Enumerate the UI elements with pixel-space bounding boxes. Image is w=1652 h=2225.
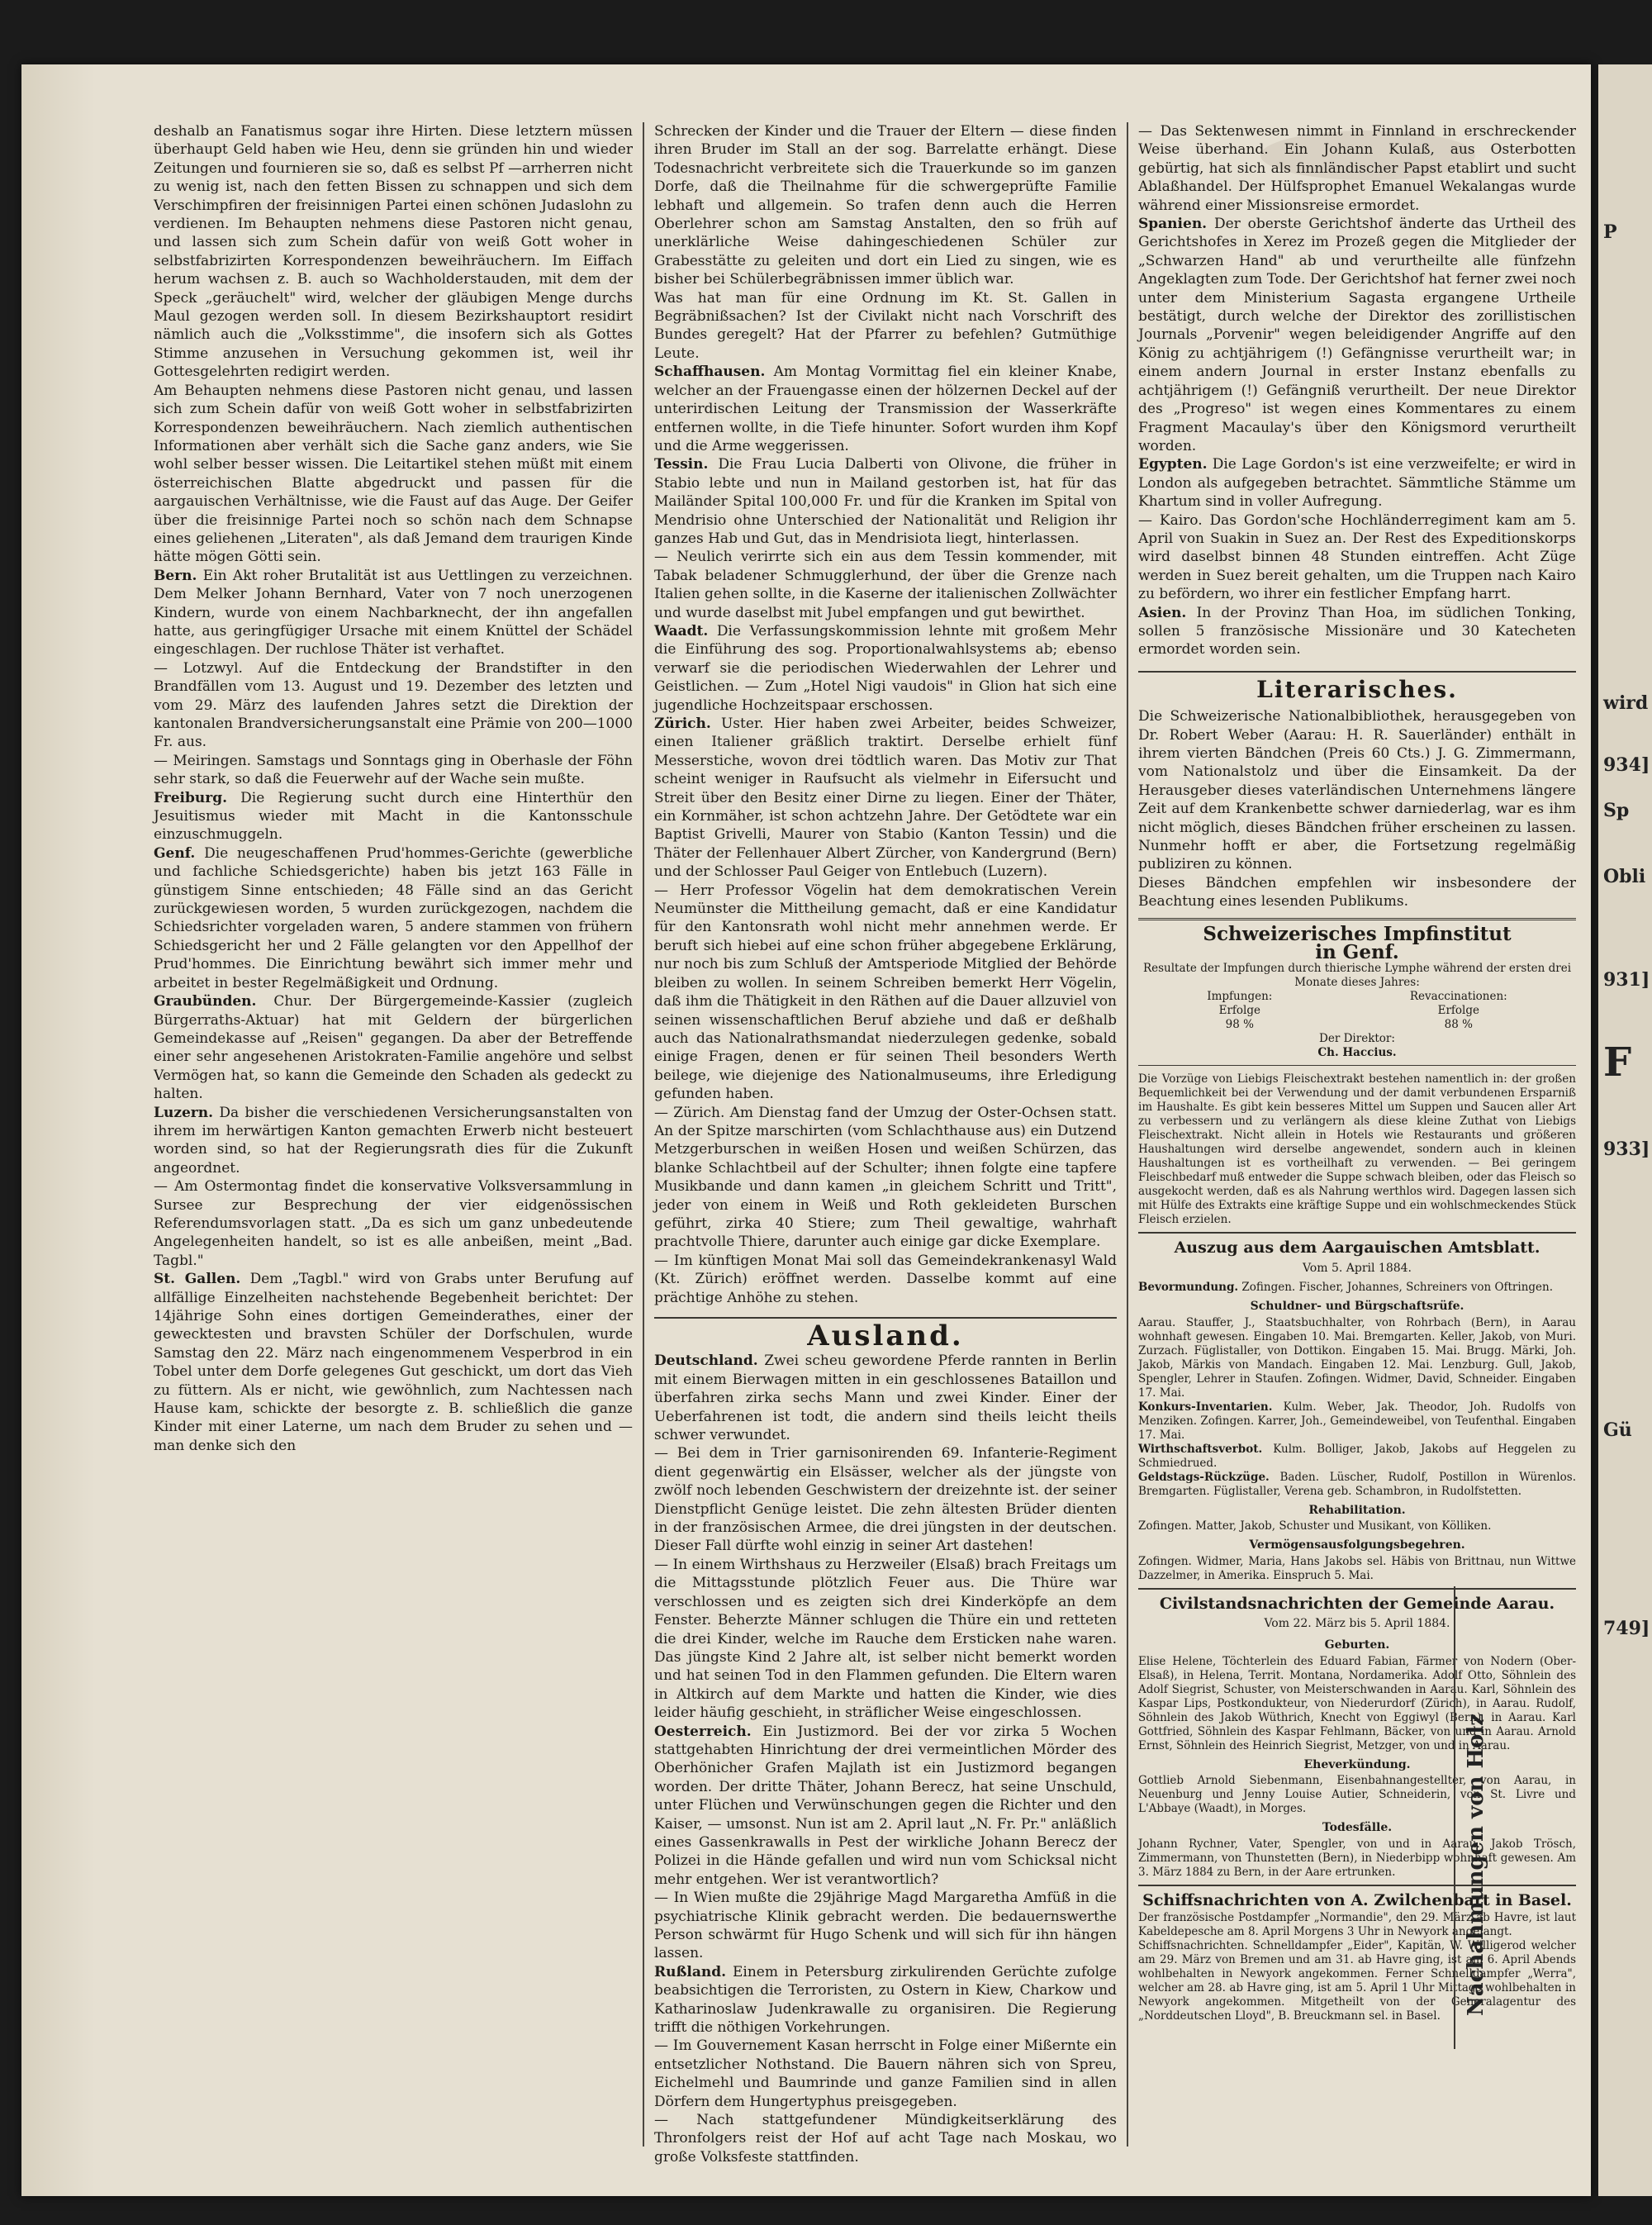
col2-paragraph: Rußland. Einem in Petersburg zirkulirenden Gerüchte zufolge beabsichtigen die Terroristen, zu Ostern in Kiew, Charkow und Katharinoslaw Judenkrawalle zu organisiren. Die Regierung trifft die nöthigen Vorkehrungen. [654,1963,1117,2037]
amtsblatt-entry: Bevormundung. Zofingen. Fischer, Johannes, Schreiners von Oftringen. [1138,1281,1554,1295]
column-2 [654,122,1118,2166]
adjacent-page-fragment: wird [1603,692,1649,714]
col2-paragraph: Deutschland. Zwei scheu gewordene Pferde rannten in Berlin mit einem Bierwagen mitten in ein geschlossenes Bataillon und überfahren zirka sechs Mann und zwei Kinder. Einer der Ueberfahrenen ist todt, die andern sind theils leicht theils schwer verwundet. [654,1353,1118,1444]
col1-paragraph: Freiburg. Die Regierung sucht durch eine Hinterthür den Jesuitismus wieder mit Macht in die Kantonsschule einzuschmuggeln. [154,789,633,844]
col1-paragraph: St. Gallen. Dem „Tagbl." wird von Grabs unter Berufung auf allfällige Einzelheiten nachstehende Begebenheit berichtet: Der 14jährige Sohn eines dortigen Gemeinderathes, einer der gewecktesten und bravsten Schüler der Dorfschulen, wurde Samstag den 22. März nach eingenommenem Vesperbrod in ein Tobel unter dem Dorfe gelegenes Gut geschickt, um dort das Vieh zu füttern. Als er nicht, wie gewöhnlich, zum Nachtessen nach Hause kam, schickte der besorgte z. B. schließlich die ganze Kinder mit einer Laterne, um nach dem Bruder zu sehen und — man denke sich den [154,1271,633,1454]
impfinstitut-title: Schweizerisches Impfinstitut [1203,922,1512,945]
col1-paragraph: deshalb an Fanatismus sogar ihre Hirten. Diese letztern müssen überhaupt Geld haben wie Heu, denn sie gründen hin und wieder Zeitungen und fournieren sie so, daß es selbst Pf —arrherren nicht zu wenig ist, nach den fetten Bissen zu schnappen und sich dem Verschimpfiren der freisinnigen Partei einen schönen Judaslohn zu verdienen. Im Behaupten nehmens diese Pastoren nicht genau, und lassen sich zum Schein dafür von weiß Gott woher in selbstfabrizirten Korrespondenzen beweihräuchern. Im Eiffach herum wachsen z. B. auch so Wachholderstauden, mit dem der Speck „geräuchelt" wird, welcher der gläubigen Menge durchs Maul gezogen werden soll. In diesem Bezirkshauptort residirt nämlich auch die „Volksstimme", die insofern sich als Gottes Stimme anzusehen in Versuchung gekommen ist, weil ihr Gottesgelehrten redigirt werden. [154,123,633,381]
section-deutschland: Deutschland. [654,1353,758,1370]
col1-paragraph: Luzern. Da bisher die verschiedenen Versicherungsanstalten von ihrem im herwärtigen Kanton gemachten Erwerb nicht besteuert worden sind, so hat der Regierungsrath dies für die Zukunft angeordnet. [154,1104,634,1177]
amtsblatt-subtitle: Rehabilitation. [1308,1503,1406,1517]
impfinstitut-notice [1138,918,1576,1067]
amtsblatt-title: Auszug aus dem Aargauischen Amtsblatt. [1138,1232,1576,1257]
column-3 [1138,122,1576,2147]
amtsblatt-entry: Zofingen. Widmer, Maria, Hans Jakobs sel. Häbis von Brittnau, nun Wittwe Dazzelmer, in Amerika. Einspruch 5. Mai. [1138,1554,1576,1582]
impfinstitut-intro: Resultate der Impfungen durch thierische Lymphe während der ersten drei Monate dieses Jahres: [1142,962,1572,990]
adjacent-page-fragment: 749] [1603,1618,1650,1639]
col2-paragraph: — Nach stattgefundener Mündigkeitserklärung des Thronfolgers reist der Hof auf acht Tage nach Moskau, wo große Volksfeste stattfinden. [654,2112,1117,2166]
adjacent-page-fragment: Sp [1603,800,1630,821]
impfungen-value: 98 % [1225,1018,1254,1032]
impfinstitut-subtitle: in Genf. [1315,941,1399,964]
col2-paragraph: — In Wien mußte die 29jährige Magd Margaretha Amfüß in die psychiatrische Klinik gebracht werden. Die bedauernswerthe Person schwärmt für Hugo Schenk und will sich für ihn hängen lassen. [654,1890,1117,1962]
col2-paragraph: — Zürich. Am Dienstag fand der Umzug der Oster-Ochsen statt. An der Spitze marschirten (vom Schlachthause aus) ein Dutzend Metzgerburschen in weißen Hosen und weißen Schürzen, das blanke Schlachtbeil auf der Schulter; ihnen folgte eine tapfere Musikbande und dann kamen „in gleichem Schritt und Tritt", jeder von einem in Weiß und Roth gekleideten Burschen geführt, zirka 40 Stiere; zum Theil gewaltige, wahrhaft prachtvolle Thiere, darunter auch einige gar dicke Exemplare. [654,1104,1117,1251]
column-rule [643,122,644,2147]
civilstand-entry: Johann Rychner, Vater, Spengler, von und in Aarau. Jakob Trösch, Zimmermann, von Thunstetten (Bern), in Niederbipp wohnhaft gewesen. Am 3. März 1884 zu Bern, in der Aare ertrunken. [1138,1837,1576,1879]
col1-paragraph: — Am Ostermontag findet die konservative Volksversammlung in Sursee zur Besprechung der vier eidgenössischen Referendumsvorlagen statt. „Da es sich um ganz unbedeutende Angelegenheiten handelt, so ist es alle anbeißen, meint „Bad. Tagbl." [154,1178,633,1269]
civilstand-subtitle: Todesfälle. [1322,1821,1393,1835]
col2-paragraph: — Bei dem in Trier garnisonirenden 69. Infanterie-Regiment dient gegenwärtig ein Elsässer, welcher als der jüngste von zwölf noch lebenden Geschwistern der dreizehnte ist. der seiner Dienstpflicht Genüge leistet. Die zehn ältesten Brüder dienten in der französischen Armee, die drei jüngsten in der deutschen. Dieser Fall dürfte wohl einzig in seiner Art dastehen! [654,1445,1117,1555]
col3-paragraph: — Das Sektenwesen nimmt in Finnland in erschreckender Weise überhand. Ein Johann Kulaß, aus Osterbotten gebürtig, hat sich als finnländischer Papst etablirt und sucht Ablaßhandel. Der Hülfsprophet Emanuel Wekalangas wurde während einer Missionsreise ermordet. [1138,123,1576,214]
col1-paragraph: Genf. Die neugeschaffenen Prud'hommes-Gerichte (gewerbliche und fachliche Schiedsgerichte) haben bis jetzt 163 Fälle in günstigem Sinne entschieden; 48 Fälle sind an das Gericht zurückgewiesen worden, 5 wurden zurückgezogen, nachdem die Schiedsrichter vorgeladen waren, 5 andere stammen von frühern Schiedsgericht her und 2 Fälle gelangten vor den Appellhof der Prud'hommes. Die Einrichtung bewährt sich immer mehr und arbeitet in bester Regelmäßigkeit und Ordnung. [154,844,634,991]
amtsblatt-subtitle: Schuldner- und Bürgschaftsrüfe. [1250,1300,1464,1314]
section-egypten: Egypten. [1138,456,1208,473]
section-freiburg: Freiburg. [154,789,228,806]
col3-paragraph: — Kairo. Das Gordon'sche Hochländerregiment kam am 5. April von Suakin in Suez an. Der Rest des Expeditionskorps wird daselbst binnen 48 Stunden eintreffen. Acht Züge werden in Suez bereit gehalten, um die Truppen nach Kairo zu befördern, wo ihrer ein festlicher Empfang harrt. [1138,511,1576,603]
amtsblatt-entry: Geldstags-Rückzüge. Baden. Lüscher, Rudolf, Postillon in Würenlos. Bremgarten. Füglistaller, Verena geb. Schambron, in Rudolfstetten. [1138,1470,1576,1498]
col1-paragraph: Am Behaupten nehmens diese Pastoren nicht genau, und lassen sich zum Schein dafür von weiß Gott woher in selbstfabrizirten Korrespondenzen beweihräuchern. Nach ziemlich authentischen Informationen aber verhält sich die Sache ganz anders, wie Sie wohl selber besser wissen. Die Leitartikel stehen müßt mit einem österreichischen Blatte abgedruckt und passen für die aargauischen Verhältnisse, wie die Faust auf das Auge. Der Geifer über die freisinnige Partei noch so schön nach dem Schnapse eines geliehenen „Literaten", als daß Jemand dem traurigen Kinde hätte mögen Götti sein. [154,382,633,566]
section-title-literarisches: Literarisches. [1138,671,1576,699]
section-waadt: Waadt. [654,622,709,639]
section-genf: Genf. [154,844,196,862]
col2-paragraph: Schaffhausen. Am Montag Vormittag fiel ein kleiner Knabe, welcher an der Frauengasse einen der hölzernen Deckel auf der unterirdischen Leitung der Transmission der Wasserkräfte entfernen wollte, in die Tiefe hinunter. Sofort wurden ihm Kopf und die Arme weggerissen. [654,364,1117,454]
page-gutter [21,64,96,2196]
adjacent-page-fragment: 933] [1603,1139,1650,1160]
schiffsnachrichten-title: Schiffsnachrichten von A. Zwilchenbart in Basel. [1138,1885,1576,1909]
col1-paragraph: — Lotzwyl. Auf die Entdeckung der Brandstifter in den Brandfällen vom 13. August und 19. Dezember des letzten und vom 29. März des laufenden Jahres setzt die Direktion der kantonalen Brandversicherungsanstalt eine Prämie von 200—1000 Fr. aus. [154,659,633,751]
col2-paragraph: — Neulich verirrte sich ein aus dem Tessin kommender, mit Tabak beladener Schmugglerhund, der über die Grenze nach Italien gehen sollte, in die Kaserne der italienischen Zollwächter und wurde daselbst mit Jubel empfangen und gut bewirthet. [654,549,1117,621]
col2-paragraph: — Herr Professor Vögelin hat dem demokratischen Verein Neumünster die Mittheilung gemacht, daß er eine Kandidatur für den Kantonsrath wohl nicht mehr annehmen werde. Er beruft sich hiebei auf eine schon früher abgegebene Erklärung, nur noch bis zum Schluß der Amtsperiode Mitglied der Behörde bleiben zu wollen. In seinem Schreiben bemerkt Herr Vögelin, daß ihm die Thätigkeit in den Räthen auf die Dauer allzuviel von seinen wissenschaftlichen Beruf abziehe und daß er deßhalb auch das Nationalrathsmandat niederzulegen gedenke, sobald einige Fragen, denen er für seinen Theil besonders Werth beilege, wie diejenige des Nationalmuseums, ihre Erledigung gefunden haben. [654,882,1117,1103]
section-luzern: Luzern. [154,1104,214,1121]
section-schaffhausen: Schaffhausen. [654,364,766,381]
col3-paragraph: Egypten. Die Lage Gordon's ist eine verzweifelte; er wird in London als aufgegeben betrachtet. Sämmtliche Stämme um Khartum sind in voller Aufregung. [1138,456,1576,511]
section-graubuenden: Graubünden. [154,993,257,1010]
adjacent-page-fragment: Gü [1603,1419,1632,1441]
schiffsnachrichten-entry: Schiffsnachrichten. Schnelldampfer „Eider", Kapitän, W. Willigerod welcher am 29. März von Bremen und am 31. ab Havre ging, ist am 6. April Abends wohlbehalten in Newyork angekommen. Ferner Schnelldampfer „Werra", welcher am 28. ab Havre ging, ist am 5. April 1 Uhr Mittags wohlbehalten in Newyork angekommen. Mitgetheilt von der Generalagentur des „Norddeutschen Lloyd", B. Breuckmann sel. in Basel. [1138,1938,1576,2023]
col2-paragraph: Was hat man für eine Ordnung im Kt. St. Gallen in Begräbnißsachen? Ist der Civilakt nicht nach Vorschrift des Bundes geregelt? Hat der Pfarrer zu befehlen? Gutmüthige Leute. [654,289,1117,362]
adjacent-page-fragment: 931] [1603,969,1650,991]
civilstand-title: Civilstandsnachrichten der Gemeinde Aarau. [1138,1588,1576,1613]
adjacent-page-fragment: F [1603,1039,1632,1086]
amtsblatt-subtitle: Vermögensausfolgungsbegehren. [1249,1538,1465,1552]
section-russland: Rußland. [654,1963,727,1980]
newspaper-page [21,64,1591,2196]
impfungen-block: Impfungen: Erfolge 98 % [1207,990,1273,1032]
section-tessin: Tessin. [654,456,709,473]
adjacent-page-strip [1598,64,1652,2196]
section-oesterreich: Oesterreich. [654,1723,752,1740]
civilstand-entry: Gottlieb Arnold Siebenmann, Eisenbahnangestellter, von Aarau, in Neuenburg und Jenny Louise Autier, Schneiderin, von St. Livre und L'Abbaye (Waadt), in Morges. [1138,1774,1576,1816]
adjacent-page-fragment: P [1603,221,1617,243]
col2-paragraph: — Im Gouvernement Kasan herrscht in Folge einer Mißernte ein entsetzlicher Nothstand. Die Bauern nähren sich von Spreu, Eichelmehl und Baumrinde und ganze Familien sind in allen Dörfern dem Hungertyphus preisgegeben. [654,2037,1117,2110]
col2-paragraph: — In einem Wirthshaus zu Herzweiler (Elsaß) brach Freitags um die Mittagsstunde plötzlich Feuer aus. Die Thüre war verschlossen und es zeigten sich drei Kinderköpfe an dem Fenster. Beherzte Männer schlugen die Thüre ein und retteten die drei Kinder, welche im Rauche dem Ersticken nahe waren. Das jüngste Kind 2 Jahre alt, ist selber nicht bemerkt worden und hat seinen Tod in den Flammen gefunden. Die Eltern waren in Altkirch auf dem Markte und hatten die Kinder, wie dies leider häufig geschieht, in sträflicher Weise eingeschlossen. [654,1556,1117,1722]
adjacent-page-fragment: Obli [1603,866,1646,887]
column-1 [154,122,633,2147]
col2-paragraph: Tessin. Die Frau Lucia Dalberti von Olivone, die früher in Stabio lebte und nun in Mailand gestorben ist, hat für das Mailänder Spital 100,000 Fr. und für die Kranken im Spital von Mendrisio ohne Unterschied der Nationalität und Religion ihr ganzes Hab und Gut, das in Mendrisiota liegt, hinterlassen. [654,456,1118,547]
amtsblatt-entry: Zofingen. Matter, Jakob, Schuster und Musikant, von Kölliken. [1138,1519,1492,1533]
amtsblatt-date: Vom 5. April 1884. [1302,1261,1412,1275]
col1-paragraph: Bern. Ein Akt roher Brutalität ist aus Uettlingen zu verzeichnen. Dem Melker Johann Bernhard, Vater von 7 noch unerzogenen Kindern, wurde von einem Nachbarknecht, der ihn angefallen hatte, aus geringfügiger Ursache mit einem Knüttel der Schädel eingeschlagen. Der ruchlose Thäter ist verhaftet. [154,567,634,658]
side-advert-text: Nachahmungen von Holz [1464,1713,1488,2016]
col2-paragraph: Zürich. Uster. Hier haben zwei Arbeiter, beides Schweizer, einen Italiener gräßlich traktirt. Derselbe erhielt fünf Messerstiche, wovon drei tödtlich waren. Das Motiv zur That scheint weniger in Raufsucht als vielmehr in Eifersucht und Streit über den Besitz einer Dirne zu liegen. Einer der Thäter, ein Kornmäher, ist schon achtzehn Jahre. Der Getödtete war ein Baptist Grivelli, Maurer von Stabio (Kanton Tessin) und die Thäter der Fellenhauer Albert Zürcher, von Kandergrund (Bern) und der Schlosser Paul Geiger von Entlebuch (Luzern). [654,716,1117,881]
impfinstitut-director-name: Ch. Haccius. [1317,1046,1397,1060]
liebig-advert: Die Vorzüge von Liebigs Fleischextrakt bestehen namentlich in: der großen Bequemlichkeit bei der Verwendung und der damit verbundenen Ersparniß im Haushalte. Es gibt kein besseres Mittel um Suppen und Saucen aller Art zu verbessern und zu verlängern als diese kleine Zuthat von Liebigs Fleischextrakt. Nicht allein in Hotels wie Restaurants und größeren Haushaltungen wird derselbe angewendet, sondern auch in kleinen Haushaltungen ist es vortheilhaft zu verwenden. — Bei geringem Fleischbedarf muß entweder die Suppe schwach bleiben, oder das Fleisch so ausgekocht werden, daß es als Nahrung werthlos wird. Dagegen lassen sich mit Hülfe des Extrakts eine kräftige Suppe und ein wohlschmeckendes Stück Fleisch erzielen. [1138,1072,1576,1227]
adjacent-page-fragment: 934] [1603,754,1650,776]
section-zuerich: Zürich. [654,716,711,732]
impfinstitut-director-label: Der Direktor: [1319,1032,1395,1046]
section-spanien: Spanien. [1138,216,1208,233]
section-st-gallen: St. Gallen. [154,1271,241,1288]
side-advert [1454,1586,1501,2049]
col1-paragraph: — Meiringen. Samstags und Sonntags ging in Oberhasle der Föhn sehr stark, so daß die Feuerwehr auf der Wache sein mußte. [154,752,633,788]
schiffsnachrichten-entry: Der französische Postdampfer „Normandie", den 29. März ab Havre, ist laut Kabeldepesche am 8. April Morgens 3 Uhr in Newyork angelangt. [1138,1910,1576,1938]
section-title-ausland: Ausland. [654,1317,1117,1345]
col3-paragraph: Dieses Bändchen empfehlen wir insbesondere der Beachtung eines lesenden Publikums. [1138,874,1576,910]
col2-paragraph: Waadt. Die Verfassungskommission lehnte mit großem Mehr die Einführung des sog. Proportionalwahlsystems ab; ebenso verwarf sie die periodischen Wiederwahlen der Lehrer und Geistlichen. — Zum „Hotel Nigi vaudois" in Glion hat sich eine jugendliche Hochzeitspaar erschossen. [654,622,1117,714]
section-asien: Asien. [1138,604,1187,621]
amtsblatt-entry: Konkurs-Inventarien. Kulm. Weber, Jak. Theodor, Joh. Rudolfs von Menziken. Zofingen. Karrer, Joh., Gemeindeweibel, von Teufenthal. Eingaben 17. Mai. [1138,1400,1576,1442]
revaccinationen-value: 88 % [1444,1018,1473,1032]
revaccinationen-block: Revaccinationen: Erfolge 88 % [1409,990,1507,1032]
civilstand-date: Vom 22. März bis 5. April 1884. [1264,1616,1450,1630]
section-bern: Bern. [154,567,197,584]
impfinstitut-results [1138,990,1576,1032]
col1-paragraph: Graubünden. Chur. Der Bürgergemeinde-Kassier (zugleich Bürgerraths-Aktuar) hat mit Geldern der bürgerlichen Gemeindekasse auf „Reisen" gegangen. Da aber der Betreffende einer sehr angesehenen Aristokraten-Familie angehöre und selbst Vermögen hat, so kann die Gemeinde den Schaden als gedeckt zu halten. [154,993,633,1103]
amtsblatt-entry: Aarau. Stauffer, J., Staatsbuchhalter, von Rohrbach (Bern), in Aarau wohnhaft gewesen. Eingaben 10. Mai. Bremgarten. Keller, Jakob, von Muri. Zurzach. Füglistaller, von Dottikon. Eingaben 15. Mai. Brugg. Märki, Joh. Jakob, Märkis von Mandach. Eingaben 12. Mai. Lenzburg. Gull, Jakob, Spengler, Lehrer in Staufen. Zofingen. Widmer, David, Schneider. Eingaben 17. Mai. [1138,1315,1576,1400]
col3-paragraph: Asien. In der Provinz Than Hoa, im südlichen Tonking, sollen 5 französische Missionäre und 30 Katecheten ermordet worden sein. [1138,604,1576,658]
col3-paragraph: Spanien. Der oberste Gerichtshof änderte das Urtheil des Gerichtshofes in Xerez im Prozeß gegen die Mitglieder der „Schwarzen Hand" ab und verurtheilte alle fünfzehn Angeklagten zum Tode. Der Gerichtshof hat ferner zwei noch unter dem Ministerium Sagasta ergangene Urtheile bestätigt, durch welche der Direktor des zorillistischen Journals „Porvenir" wegen beleidigender Angriffe auf den König zu achtjährigem (!) Gefängnisse verurtheilt war; in einem andern Journal in erster Instanz ebenfalls zu achtjährigem (!) Gefängniß verurtheilt. Der neue Direktor des „Progreso" ist wegen eines Kommentares zu einem Fragment Macaulay's über den Königsmord verurtheilt worden. [1138,216,1576,454]
col2-paragraph: Schrecken der Kinder und die Trauer der Eltern — diese finden ihren Bruder im Stall an der sog. Barrelatte erhängt. Diese Todesnachricht verbreitete sich die Trauerkunde so im ganzen Dorfe, daß die Theilnahme für die schwergeprüfte Familie lebhaft und allgemein. So trafen denn auch die Herren Oberlehrer schon am Samstag Anstalten, den so früh auf unerklärliche Weise dahingeschiedenen Schüler zur Grabesstätte zu geleiten und dort ein Lied zu singen, wie es bisher bei Schülerbegräbnissen immer üblich war. [654,123,1117,288]
civilstand-subtitle: Eheverkündung. [1303,1757,1411,1771]
col2-paragraph: Oesterreich. Ein Justizmord. Bei der vor zirka 5 Wochen stattgehabten Hinrichtung der drei vermeintlichen Mörder des Oberhönicher Grafen Majlath ist ein Justizmord begangen worden. Der dritte Thäter, Johann Berecz, hat seine Unschuld, unter Flüchen und Verwünschungen gegen die Richter und den Kaiser, — umsonst. Nun ist am 2. April laut „N. Fr. Pr." anläßlich eines Gassenkrawalls in Pest der wirkliche Johann Berecz der Polizei in die Hände gefallen und wird nun vom Schicksal nicht mehr entgehen. Wer ist verantwortlich? [654,1723,1117,1888]
amtsblatt-entry: Wirthschaftsverbot. Kulm. Bolliger, Jakob, Jakobs auf Heggelen zu Schmiedrued. [1138,1442,1576,1470]
civilstand-subtitle: Geburten. [1324,1638,1390,1652]
civilstand-entry: Elise Helene, Töchterlein des Eduard Fabian, Färmer von Nodern (Ober-Elsaß), in Helena, Territ. Montana, Nordamerika. Adolf Otto, Söhnlein des Adolf Siegrist, Schuster, von Meisterschwanden in Aarau. Karl, Söhnlein des Kaspar Lips, Postkondukteur, von Niederurdorf (Zürich), in Aarau. Rudolf, Söhnlein des Jakob Wüthrich, Knecht von Eggiwyl (Bern), in Aarau. Karl Gottfried, Söhnlein des Kaspar Fehlmann, Bäcker, von und in Aarau. Arnold Ernst, Söhnlein des Heinrich Siegrist, Metzger, von und in Aarau. [1138,1654,1576,1752]
col3-paragraph: Die Schweizerische Nationalbibliothek, herausgegeben von Dr. Robert Weber (Aarau: H. R. Sauerländer) enthält in ihrem vierten Bändchen (Preis 60 Cts.) J. G. Zimmermann, vom Nationalstolz und über die Einsamkeit. Da der Herausgeber dieses vaterländischen Unternehmens längere Zeit auf dem Krankenbette schwer darniederlag, war es ihm nicht möglich, dieses Bändchen früher erscheinen zu lassen. Nunmehr hofft er aber, die Fortsetzung regelmäßig publiziren zu können. [1138,708,1576,873]
column-rule [1127,122,1128,2147]
col2-paragraph: — Im künftigen Monat Mai soll das Gemeindekrankenasyl Wald (Kt. Zürich) eröffnet werden. Dasselbe kommt auf eine prächtige Anhöhe zu stehen. [654,1252,1117,1306]
